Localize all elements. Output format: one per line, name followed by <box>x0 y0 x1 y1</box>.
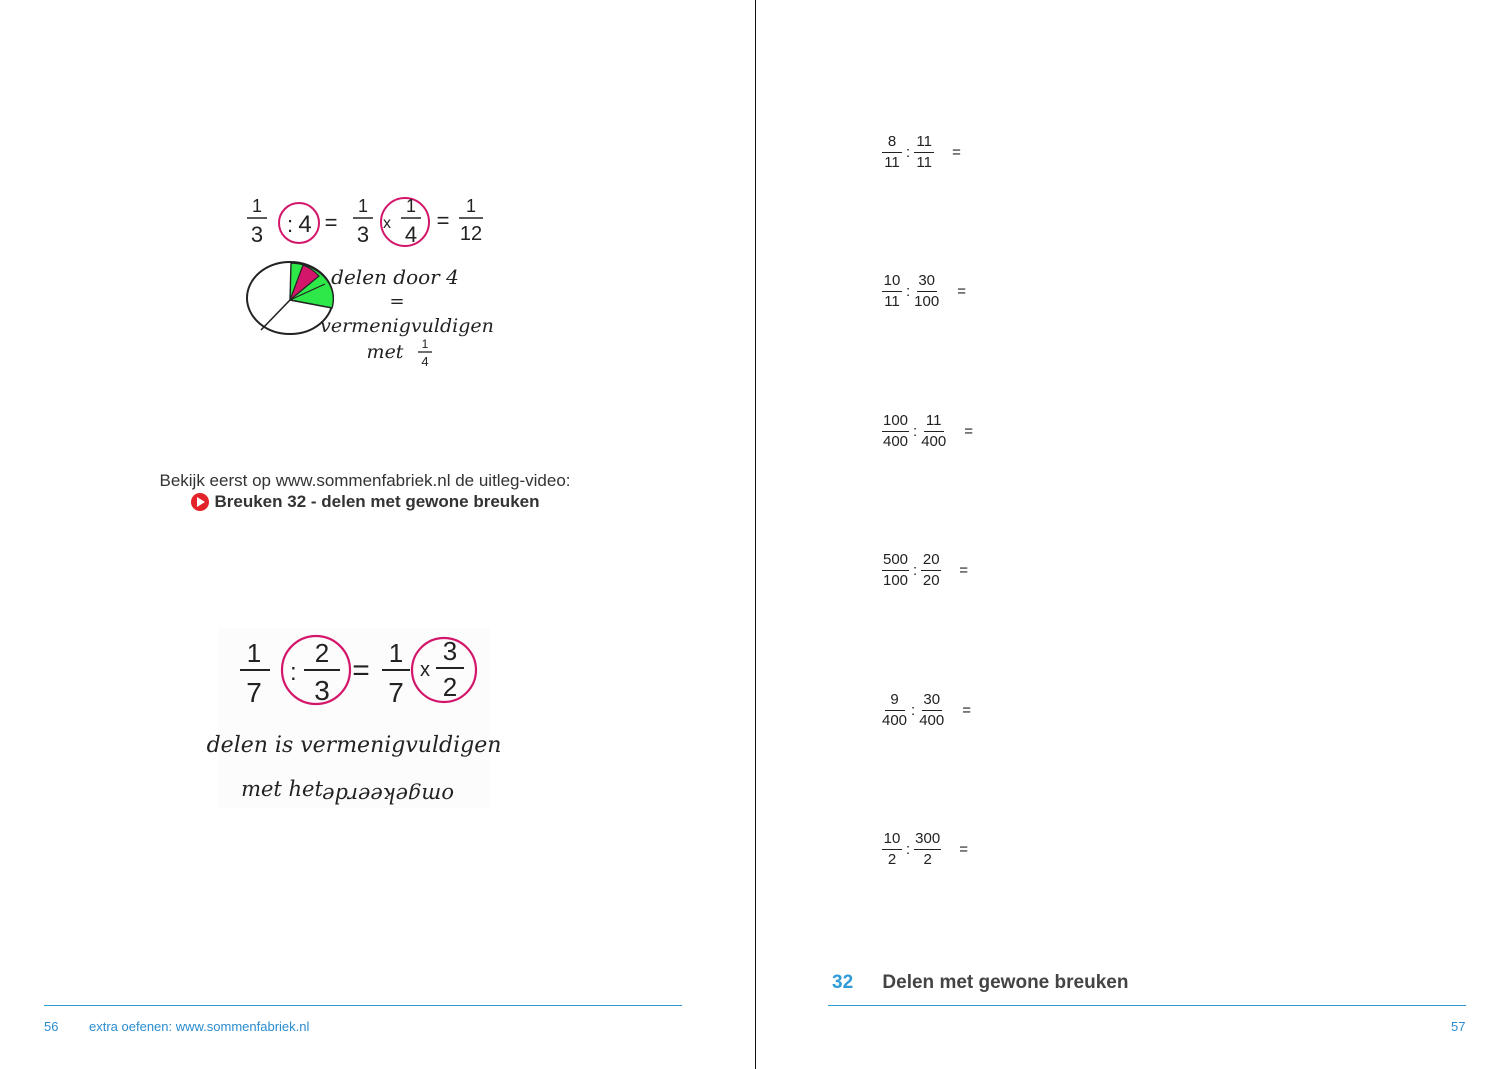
fraction: $\frac{20}{20}$ <box>922 551 940 589</box>
eq2-a-num: 1 <box>246 638 262 668</box>
divide-sign: : <box>913 562 918 579</box>
caption-upside-down-word: omgekeerde <box>322 783 454 807</box>
eq2-c-den: 7 <box>388 677 404 708</box>
eq1-equals-2: = <box>436 208 450 233</box>
chapter-number: 32 <box>832 972 854 993</box>
equals-sign: = <box>962 702 971 719</box>
fraction: $\frac{30}{400}$ <box>919 691 945 729</box>
divide-sign: : <box>911 702 916 719</box>
caption-line-4: met <box>366 341 404 363</box>
divide-sign: : <box>906 841 911 858</box>
eq1-d-den: 4 <box>404 222 418 247</box>
equals-sign: = <box>964 423 973 440</box>
left-page <box>0 0 755 1069</box>
exercise-1[interactable] <box>880 133 961 172</box>
eq1-c-den: 3 <box>356 222 370 247</box>
eq2-b-den: 3 <box>314 675 330 706</box>
eq2-times: x <box>420 659 430 681</box>
eq1-equals-1: = <box>324 210 338 235</box>
divide-sign: : <box>913 423 918 440</box>
footer-rule <box>44 1005 682 1006</box>
fraction: $\frac{10}{2}$ <box>883 830 901 868</box>
fraction: $\frac{9}{400}$ <box>882 691 908 729</box>
caption-frac-num: 1 <box>421 337 429 351</box>
page-number: 56 <box>44 1019 59 1034</box>
fraction: $\frac{300}{2}$ <box>915 830 941 868</box>
caption-line-1: delen is vermenigvuldigen <box>206 733 502 758</box>
eq1-result-num: 1 <box>465 196 477 216</box>
eq2-c-num: 1 <box>388 638 404 668</box>
chapter-title: Delen met gewone breuken <box>882 972 1129 993</box>
footer-rule <box>828 1005 1466 1006</box>
eq2-d-den: 2 <box>442 672 458 702</box>
equals-sign: = <box>952 144 961 161</box>
exercise-2[interactable] <box>880 272 966 311</box>
page-number: 57 <box>1451 1019 1466 1034</box>
eq1-result-den: 12 <box>459 223 483 245</box>
play-icon <box>191 493 209 511</box>
fraction: $\frac{500}{100}$ <box>883 551 909 589</box>
equals-sign: = <box>957 283 966 300</box>
eq1-c-num: 1 <box>357 196 369 216</box>
illustration-divide-by-4 <box>235 192 494 372</box>
eq2-equals: = <box>352 654 370 687</box>
eq1-a-den: 3 <box>250 222 264 247</box>
eq2-a-den: 7 <box>246 677 262 708</box>
eq2-colon: : <box>290 659 297 686</box>
eq2-b-num: 2 <box>314 638 330 668</box>
chapter-heading <box>832 972 1128 994</box>
intro-text: Bekijk eerst op www.sommenfabriek.nl de uitleg-video: <box>159 471 571 490</box>
video-link-label: Breuken 32 - delen met gewone breuken <box>214 492 540 511</box>
video-intro <box>0 470 730 516</box>
exercise-5[interactable] <box>880 691 971 730</box>
eq1-b: 4 <box>298 211 312 238</box>
eq1-a-num: 1 <box>251 196 263 216</box>
fraction: $\frac{11}{400}$ <box>921 412 947 450</box>
caption-line-2: = <box>389 291 405 312</box>
footer-link[interactable]: extra oefenen: www.sommenfabriek.nl <box>89 1019 310 1034</box>
eq1-d-num: 1 <box>405 196 417 216</box>
fraction: $\frac{30}{100}$ <box>914 272 940 310</box>
video-link[interactable] <box>191 491 540 512</box>
fraction: $\frac{10}{11}$ <box>883 272 901 310</box>
illustration-divide-by-fraction <box>206 628 502 808</box>
exercise-4[interactable] <box>880 551 968 590</box>
fraction: $\frac{11}{11}$ <box>912 133 936 172</box>
caption-line-1: delen door 4 <box>331 265 459 289</box>
eq1-colon: : <box>287 212 294 237</box>
caption-frac-den: 4 <box>421 354 429 369</box>
caption-line-3: vermenigvuldigen <box>320 315 494 337</box>
divide-sign: : <box>906 283 911 300</box>
equals-sign: = <box>959 562 968 579</box>
eq2-d-num: 3 <box>442 636 458 666</box>
equals-sign: = <box>959 841 968 858</box>
exercise-6[interactable] <box>880 830 968 869</box>
divide-sign: : <box>906 144 911 161</box>
fraction: $\frac{100}{400}$ <box>883 412 909 450</box>
eq1-times: x <box>383 215 391 232</box>
fraction: $\frac{8}{11}$ <box>880 133 904 172</box>
right-page <box>756 0 1511 1069</box>
caption-line-2: met het <box>241 777 323 801</box>
exercise-3[interactable] <box>880 412 973 451</box>
